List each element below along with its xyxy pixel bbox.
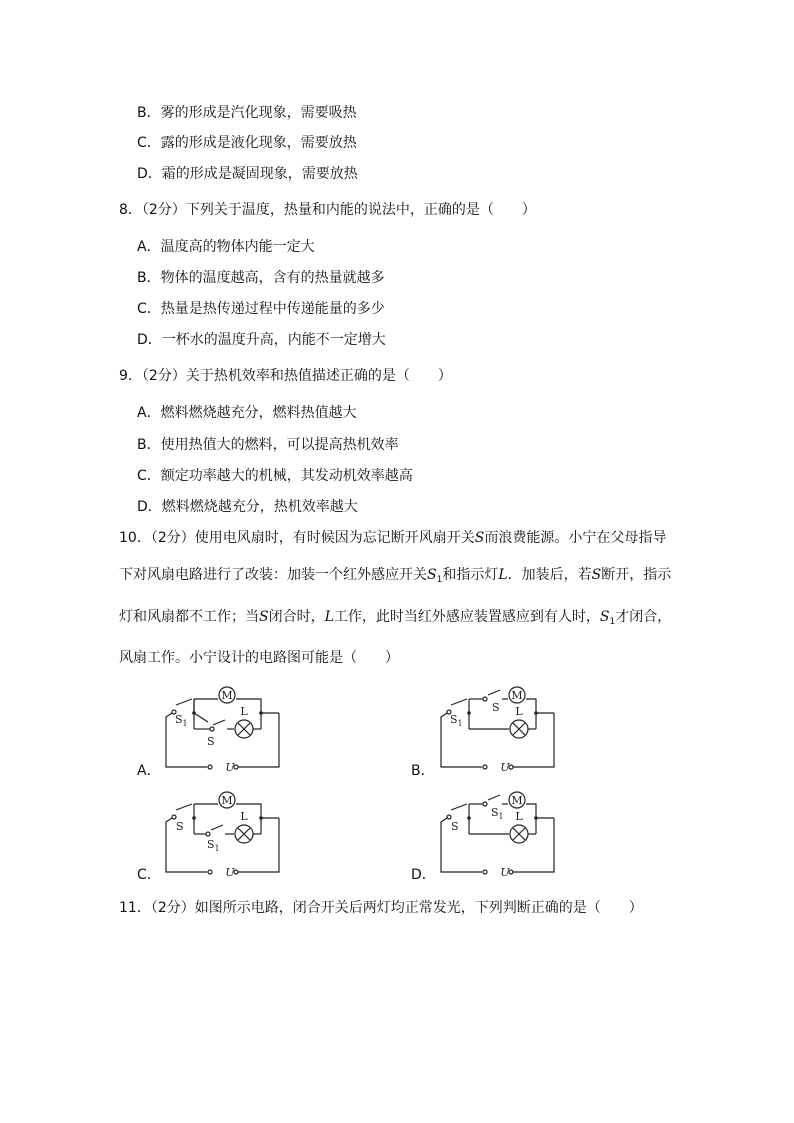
lamp-symbol-label: L bbox=[240, 705, 248, 718]
q11-stem: 11．（2分）如图所示电路，闭合开关后两灯均正常发光，下列判断正确的是（ ） bbox=[119, 900, 643, 916]
voltage-label: U bbox=[225, 761, 235, 774]
voltage-label: U bbox=[225, 866, 235, 879]
lamp-symbol-label: L bbox=[515, 705, 523, 718]
switch-s-label: S bbox=[492, 701, 500, 714]
q10-stem-line-4: 风扇工作。小宁设计的电路图可能是（ ） bbox=[119, 650, 399, 666]
q9-option-d: D．燃料燃烧越充分，热机效率越大 bbox=[137, 499, 358, 515]
q8-option-b: B．物体的温度越高，含有的热量就越多 bbox=[137, 270, 385, 286]
switch-s-label: S bbox=[207, 735, 215, 748]
motor-symbol-label: M bbox=[511, 689, 523, 702]
q7-option-b: B．雾的形成是汽化现象，需要吸热 bbox=[137, 105, 357, 121]
lamp-symbol-label: L bbox=[240, 810, 248, 823]
q10-stem-line-1: 10．（2分）使用电风扇时，有时候因为忘记断开风扇开关S而浪费能源。小宁在父母指导 bbox=[119, 530, 667, 546]
circuit-label-d: D． bbox=[411, 867, 436, 883]
switch-s1-label: $S_1$ bbox=[491, 806, 504, 821]
circuit-diagram-b bbox=[413, 685, 563, 777]
motor-symbol-label: M bbox=[221, 689, 233, 702]
voltage-label: U bbox=[500, 866, 510, 879]
q7-option-d: D．霜的形成是凝固现象，需要放热 bbox=[137, 166, 358, 182]
q9-option-a: A．燃料燃烧越充分，燃料热值越大 bbox=[137, 405, 357, 421]
q10-stem-line-2: 下对风扇电路进行了改装：加装一个红外感应开关$S_1$和指示灯L．加装后，若S断开，指示 bbox=[119, 567, 672, 585]
switch-s1-label: $S_1$ bbox=[207, 838, 220, 853]
switch-s1-label: $S_1$ bbox=[450, 713, 463, 728]
q8-option-a: A．温度高的物体内能一定大 bbox=[137, 239, 315, 255]
q10-stem-line-3: 灯和风扇都不工作；当S闭合时，L工作，此时当红外感应装置感应到有人时，$S_1$才闭合， bbox=[119, 609, 672, 627]
q9-option-c: C．额定功率越大的机械，其发动机效率越高 bbox=[137, 468, 413, 484]
lamp-symbol-label: L bbox=[515, 810, 523, 823]
motor-symbol-label: M bbox=[221, 794, 233, 807]
voltage-label: U bbox=[500, 761, 510, 774]
motor-symbol-label: M bbox=[511, 794, 523, 807]
switch-s1-label: $S_1$ bbox=[175, 713, 188, 728]
q8-option-c: C．热量是热传递过程中传递能量的多少 bbox=[137, 301, 385, 317]
q8-stem: 8．（2分）下列关于温度，热量和内能的说法中，正确的是（ ） bbox=[119, 202, 536, 218]
q8-option-d: D．一杯水的温度升高，内能不一定增大 bbox=[137, 332, 386, 348]
circuit-label-c: C． bbox=[137, 867, 161, 883]
q9-stem: 9．（2分）关于热机效率和热值描述正确的是（ ） bbox=[119, 368, 452, 384]
switch-s-label: S bbox=[451, 820, 459, 833]
q9-option-b: B．使用热值大的燃料，可以提高热机效率 bbox=[137, 437, 399, 453]
switch-s-label: S bbox=[176, 820, 184, 833]
circuit-label-b: B． bbox=[411, 763, 435, 779]
q7-option-c: C．露的形成是液化现象，需要放热 bbox=[137, 135, 357, 151]
circuit-label-a: A． bbox=[137, 763, 161, 779]
